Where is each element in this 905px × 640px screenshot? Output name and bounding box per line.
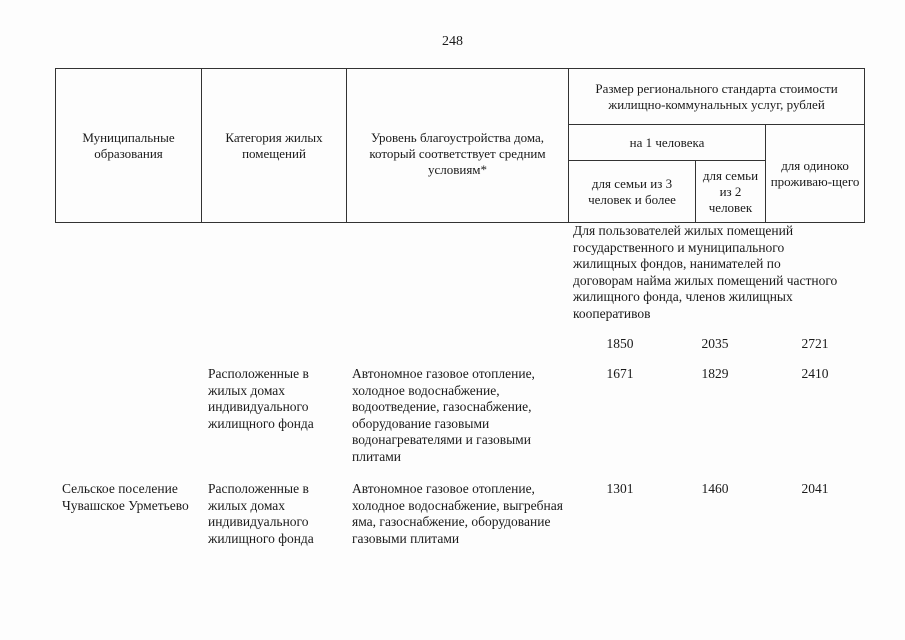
section-value-family-3: 1850 (606, 336, 634, 351)
row-1-category: Расположенные в жилых домах индивидуального жилищного фонда (208, 366, 314, 431)
header-per-person: на 1 человека (569, 125, 766, 161)
row-2-value-family-3: 1301 (606, 481, 634, 496)
row-1-value-family-2: 1829 (701, 366, 729, 381)
row-2-municipality: Сельское поселение Чувашское Урметьево (62, 481, 189, 513)
header-municipality: Муниципальные образования (56, 69, 202, 223)
header-amenity-level: Уровень благоустройства дома, который соответствует средним условиям* (347, 69, 569, 223)
header-family-2: для семьи из 2 человек (696, 161, 766, 223)
row-1-value-single: 2410 (801, 366, 829, 381)
row-2-value-family-2: 1460 (701, 481, 729, 496)
row-1-value-family-3: 1671 (606, 366, 634, 381)
header-category: Категория жилых помещений (202, 69, 347, 223)
header-table (55, 68, 865, 223)
row-2-category: Расположенные в жилых домах индивидуального жилищного фонда (208, 481, 314, 546)
section-title: Для пользователей жилых помещений государственного и муниципального жилищных фондов, нанимателей по договорам найма жилых помещений частного жилищного фонда, членов жилищных кооперативов (573, 223, 838, 321)
row-2-value-single: 2041 (801, 481, 829, 496)
header-family-3: для семьи из 3 человек и более (569, 161, 696, 223)
section-value-single: 2721 (801, 336, 829, 351)
page-number: 248 (442, 34, 463, 49)
header-standard-size: Размер регионального стандарта стоимости жилищно-коммунальных услуг, рублей (569, 69, 865, 125)
row-2-amenity: Автономное газовое отопление, холодное водоснабжение, выгребная яма, газоснабжение, оборудование газовыми плитами (352, 481, 563, 546)
header-single: для одиноко проживаю-щего (766, 125, 865, 223)
section-value-family-2: 2035 (701, 336, 729, 351)
row-1-amenity: Автономное газовое отопление, холодное водоснабжение, водоотведение, газоснабжение, оборудование газовыми водонагревателями и газовыми плитами (352, 366, 535, 464)
